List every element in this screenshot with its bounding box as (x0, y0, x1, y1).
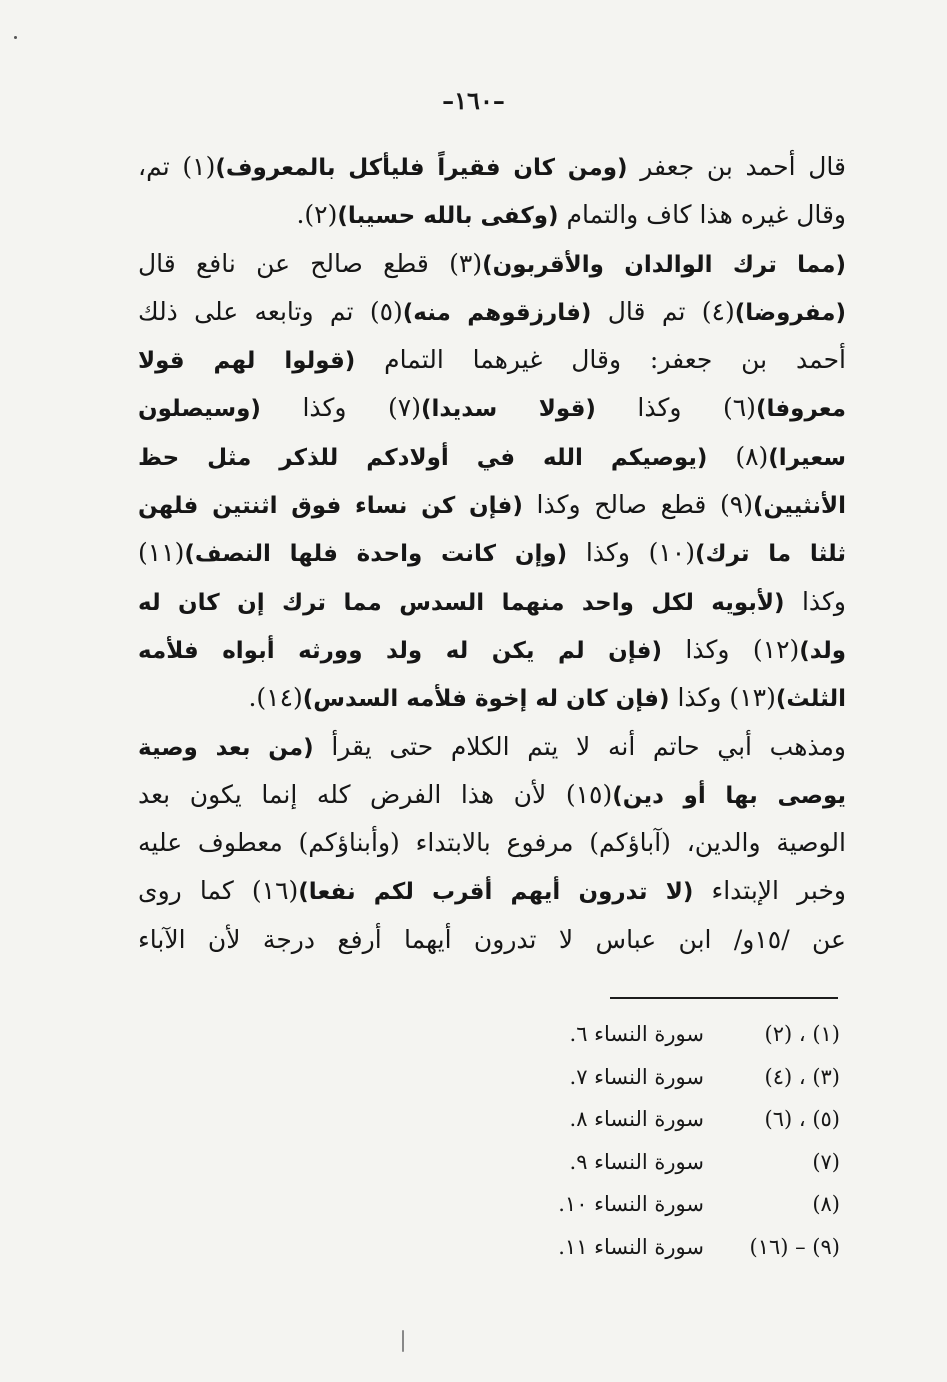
text-line (138, 143, 846, 191)
text-line (138, 433, 846, 481)
commentary-text: (١٤). (248, 683, 303, 713)
footnote-text: سورة النساء ٨. (569, 1107, 704, 1131)
quran-quote: (من بعد وصية (138, 734, 314, 761)
text-line (138, 288, 846, 336)
quran-quote: (وكفى بالله حسيبا) (337, 203, 559, 230)
quran-quote: (وسيصلون (138, 396, 261, 423)
footnote-text: سورة النساء ١٠. (558, 1192, 704, 1216)
footnote-ref: (٨) (812, 1192, 840, 1216)
footnote-ref: (٥) ، (٦) (764, 1107, 840, 1131)
text-line (138, 916, 846, 964)
commentary-text: (١١) (138, 538, 185, 568)
commentary-text: (٤) تم قال (591, 296, 735, 326)
quran-quote: ولد) (799, 637, 846, 664)
page-number: –١٦٠– (442, 86, 505, 115)
commentary-text: (٢). (296, 200, 338, 230)
quran-quote: (قولوا لهم قولا (138, 348, 356, 375)
quran-quote: الثلث) (775, 686, 846, 713)
text-line (138, 529, 846, 577)
footnote-item (460, 1141, 840, 1184)
commentary-text: (١٣) وكذا (669, 683, 776, 713)
footnote-separator (610, 997, 838, 999)
quran-quote: (لأبويه لكل واحد منهما السدس مما ترك إن كان له (138, 589, 785, 616)
commentary-text: وخبر الإبتداء (693, 876, 846, 906)
commentary-text: (٩) قطع صالح وكذا (522, 490, 753, 520)
text-line (138, 867, 846, 915)
quran-quote: (مما ترك الوالدان والأقربون) (482, 251, 846, 278)
text-line (138, 674, 846, 722)
footnote-text: سورة النساء ٧. (569, 1064, 704, 1089)
footnote-item (460, 1098, 840, 1141)
main-text (138, 143, 846, 964)
quran-quote: (فارزقوهم منه) (402, 299, 592, 326)
text-line (138, 191, 846, 239)
commentary-text: وكذا (784, 586, 846, 616)
footnote-ref: (٧) (812, 1149, 840, 1174)
quran-quote: يوصى بها أو دين) (612, 782, 846, 809)
footnotes (460, 1013, 840, 1268)
quran-quote: (مفروضا) (734, 299, 846, 326)
scan-speck (402, 1330, 404, 1352)
text-line (138, 240, 846, 288)
commentary-text: (٥) تم وتابعه على ذلك (138, 296, 403, 326)
commentary-text: (٣) قطع صالح عن نافع قال (138, 248, 483, 278)
commentary-text: (١٢) وكذا (661, 634, 800, 664)
quran-quote: الأنثيين) (752, 493, 846, 520)
commentary-text: وقال غيره هذا كاف والتمام (558, 200, 846, 230)
commentary-text: (١٥) لأن هذا الفرض كله إنما يكون بعد (138, 779, 613, 809)
text-line (138, 481, 846, 529)
commentary-text: قال أحمد بن جعفر (627, 152, 846, 181)
scan-speck (14, 36, 17, 39)
text-line (138, 578, 846, 626)
text-line (138, 626, 846, 674)
quran-quote: (يوصيكم الله في أولادكم للذكر مثل حظ (138, 444, 708, 471)
commentary-text: الوصية والدين، (آباؤكم) مرفوع بالابتداء (وأبناؤكم) معطوف عليه (138, 828, 846, 858)
footnote-item (460, 1226, 840, 1269)
footnote-item (460, 1056, 840, 1099)
text-line (138, 336, 846, 384)
quran-quote: ثلثا ما ترك) (694, 541, 846, 568)
footnote-ref: (٣) ، (٤) (764, 1064, 840, 1089)
commentary-text: (١٦) كما روى (138, 876, 299, 906)
commentary-text: أحمد بن جعفر: وقال غيرهما التمام (355, 345, 846, 375)
quran-quote: (لا تدرون أيهم أقرب لكم نفعا) (298, 879, 694, 906)
text-line (138, 819, 846, 867)
text-line (138, 384, 846, 432)
commentary-text: (٦) وكذا (595, 393, 756, 423)
text-line (138, 723, 846, 771)
commentary-text: ومذهب أبي حاتم أنه لا يتم الكلام حتى يقرأ (313, 731, 846, 761)
commentary-text: (٧) وكذا (260, 393, 421, 423)
quran-quote: (وإن كانت واحدة فلها النصف) (184, 541, 568, 568)
quran-quote: (فإن كن نساء فوق اثنتين فلهن (138, 493, 523, 520)
quran-quote: معروفا) (755, 396, 846, 423)
footnote-ref: (٩) – (١٦) (749, 1234, 840, 1259)
quran-quote: سعيرا) (768, 444, 846, 471)
commentary-text: (١٠) وكذا (567, 538, 695, 568)
commentary-text: (٨) (707, 441, 769, 471)
footnote-text: سورة النساء ١١. (558, 1234, 704, 1259)
footnote-item (460, 1183, 840, 1226)
quran-quote: (فإن لم يكن له ولد وورثه أبواه فلأمه (138, 637, 662, 664)
commentary-text: عن /١٥و/ ابن عباس لا تدرون أيهما أرفع درجة لأن الآباء (138, 924, 846, 954)
text-line (138, 771, 846, 819)
quran-quote: (ومن كان فقيراً فليأكل بالمعروف) (215, 155, 628, 181)
footnote-text: سورة النساء ٩. (569, 1149, 704, 1174)
footnote-text: سورة النساء ٦. (569, 1022, 704, 1046)
footnote-item (460, 1013, 840, 1056)
commentary-text: (١) تم، (138, 152, 216, 181)
quran-quote: (قولا سديدا) (420, 396, 596, 423)
quran-quote: (فإن كان له إخوة فلأمه السدس) (302, 686, 670, 713)
footnote-ref: (١) ، (٢) (764, 1022, 840, 1046)
